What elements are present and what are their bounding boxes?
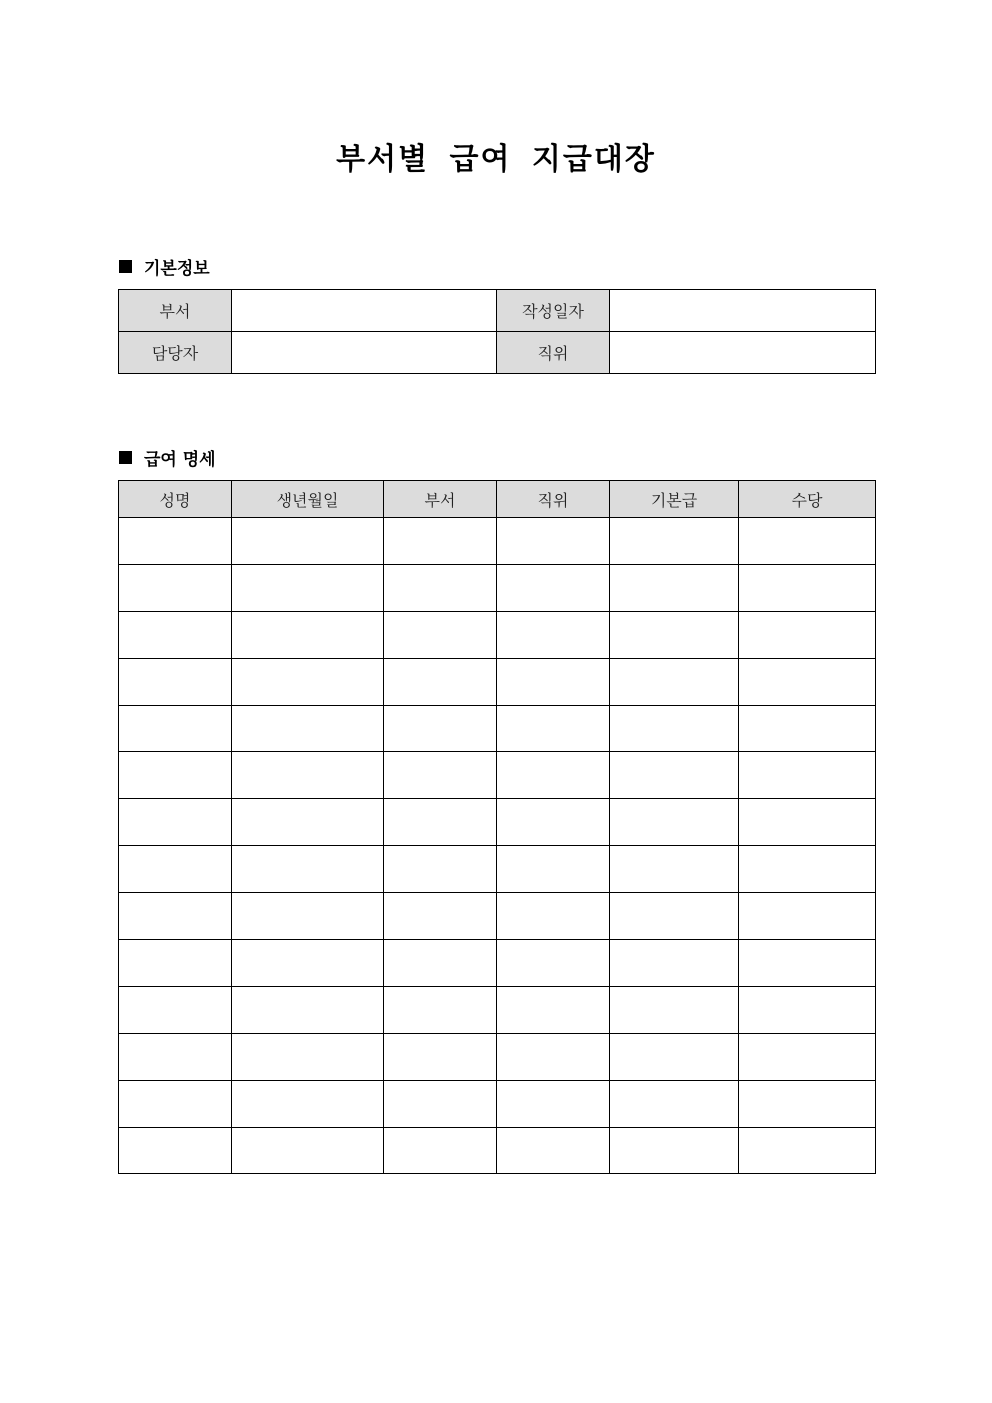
column-header-position: 직위 xyxy=(497,481,610,518)
cell-name[interactable] xyxy=(119,986,232,1033)
document-title: 부서별 급여 지급대장 xyxy=(336,142,656,177)
cell-birthdate[interactable] xyxy=(232,658,384,705)
cell-department[interactable] xyxy=(384,564,497,611)
cell-name[interactable] xyxy=(119,1127,232,1174)
info-label-position: 직위 xyxy=(497,332,610,374)
cell-allowance[interactable] xyxy=(739,1127,876,1174)
cell-position[interactable] xyxy=(497,1127,610,1174)
info-label-department: 부서 xyxy=(119,290,232,332)
cell-department[interactable] xyxy=(384,940,497,987)
column-header-allowance: 수당 xyxy=(739,481,876,518)
black-square-icon xyxy=(119,260,132,273)
info-value-manager[interactable] xyxy=(232,332,497,374)
cell-birthdate[interactable] xyxy=(232,1127,384,1174)
cell-base-pay[interactable] xyxy=(610,752,739,799)
cell-allowance[interactable] xyxy=(739,799,876,846)
cell-birthdate[interactable] xyxy=(232,518,384,565)
table-row xyxy=(119,1127,876,1174)
cell-base-pay[interactable] xyxy=(610,611,739,658)
cell-department[interactable] xyxy=(384,658,497,705)
cell-allowance[interactable] xyxy=(739,986,876,1033)
table-row xyxy=(119,752,876,799)
cell-birthdate[interactable] xyxy=(232,705,384,752)
cell-name[interactable] xyxy=(119,1080,232,1127)
info-value-position[interactable] xyxy=(610,332,876,374)
cell-position[interactable] xyxy=(497,658,610,705)
cell-name[interactable] xyxy=(119,799,232,846)
cell-birthdate[interactable] xyxy=(232,752,384,799)
cell-base-pay[interactable] xyxy=(610,564,739,611)
cell-department[interactable] xyxy=(384,752,497,799)
cell-base-pay[interactable] xyxy=(610,940,739,987)
cell-position[interactable] xyxy=(497,611,610,658)
cell-allowance[interactable] xyxy=(739,752,876,799)
cell-allowance[interactable] xyxy=(739,846,876,893)
column-header-base-pay: 기본급 xyxy=(610,481,739,518)
info-row xyxy=(119,332,876,374)
cell-department[interactable] xyxy=(384,893,497,940)
cell-base-pay[interactable] xyxy=(610,1127,739,1174)
table-row xyxy=(119,986,876,1033)
cell-position[interactable] xyxy=(497,940,610,987)
cell-position[interactable] xyxy=(497,1080,610,1127)
cell-birthdate[interactable] xyxy=(232,611,384,658)
cell-position[interactable] xyxy=(497,986,610,1033)
cell-allowance[interactable] xyxy=(739,940,876,987)
cell-allowance[interactable] xyxy=(739,893,876,940)
cell-allowance[interactable] xyxy=(739,518,876,565)
cell-birthdate[interactable] xyxy=(232,564,384,611)
cell-base-pay[interactable] xyxy=(610,658,739,705)
table-row xyxy=(119,658,876,705)
cell-name[interactable] xyxy=(119,658,232,705)
column-header-birthdate: 생년월일 xyxy=(232,481,384,518)
cell-name[interactable] xyxy=(119,611,232,658)
cell-birthdate[interactable] xyxy=(232,799,384,846)
cell-position[interactable] xyxy=(497,752,610,799)
cell-birthdate[interactable] xyxy=(232,1080,384,1127)
table-row xyxy=(119,1080,876,1127)
table-row xyxy=(119,705,876,752)
cell-birthdate[interactable] xyxy=(232,846,384,893)
cell-name[interactable] xyxy=(119,893,232,940)
info-value-date[interactable] xyxy=(610,290,876,332)
cell-base-pay[interactable] xyxy=(610,846,739,893)
table-row xyxy=(119,893,876,940)
basic-info-table xyxy=(118,289,876,374)
info-label-manager: 담당자 xyxy=(119,332,232,374)
cell-department[interactable] xyxy=(384,846,497,893)
column-header-department: 부서 xyxy=(384,481,497,518)
black-square-icon xyxy=(119,451,132,464)
cell-birthdate[interactable] xyxy=(232,940,384,987)
cell-name[interactable] xyxy=(119,705,232,752)
cell-base-pay[interactable] xyxy=(610,518,739,565)
table-row xyxy=(119,846,876,893)
table-row xyxy=(119,611,876,658)
cell-birthdate[interactable] xyxy=(232,986,384,1033)
salary-table-body xyxy=(119,518,876,1174)
cell-name[interactable] xyxy=(119,564,232,611)
cell-base-pay[interactable] xyxy=(610,799,739,846)
cell-name[interactable] xyxy=(119,518,232,565)
cell-allowance[interactable] xyxy=(739,1033,876,1080)
cell-base-pay[interactable] xyxy=(610,1033,739,1080)
cell-position[interactable] xyxy=(497,893,610,940)
info-row xyxy=(119,290,876,332)
cell-name[interactable] xyxy=(119,846,232,893)
table-row xyxy=(119,799,876,846)
cell-birthdate[interactable] xyxy=(232,1033,384,1080)
cell-department[interactable] xyxy=(384,705,497,752)
cell-department[interactable] xyxy=(384,1127,497,1174)
cell-name[interactable] xyxy=(119,940,232,987)
table-row xyxy=(119,940,876,987)
cell-name[interactable] xyxy=(119,752,232,799)
cell-position[interactable] xyxy=(497,799,610,846)
table-row xyxy=(119,518,876,565)
table-header-row xyxy=(119,481,876,518)
cell-position[interactable] xyxy=(497,705,610,752)
cell-allowance[interactable] xyxy=(739,564,876,611)
section-heading-basic-info xyxy=(119,254,210,279)
cell-department[interactable] xyxy=(384,799,497,846)
cell-position[interactable] xyxy=(497,518,610,565)
cell-base-pay[interactable] xyxy=(610,893,739,940)
cell-base-pay[interactable] xyxy=(610,705,739,752)
salary-detail-table xyxy=(118,480,876,1174)
column-header-name: 성명 xyxy=(119,481,232,518)
table-row xyxy=(119,564,876,611)
cell-department[interactable] xyxy=(384,1080,497,1127)
cell-department[interactable] xyxy=(384,611,497,658)
cell-position[interactable] xyxy=(497,1033,610,1080)
cell-birthdate[interactable] xyxy=(232,893,384,940)
section-heading-label: 기본정보 xyxy=(144,259,210,279)
info-label-date: 작성일자 xyxy=(497,290,610,332)
cell-name[interactable] xyxy=(119,1033,232,1080)
info-value-department[interactable] xyxy=(232,290,497,332)
table-row xyxy=(119,1033,876,1080)
section-heading-salary-detail xyxy=(119,445,216,470)
cell-allowance[interactable] xyxy=(739,1080,876,1127)
section-heading-label: 급여 명세 xyxy=(144,450,216,470)
cell-department[interactable] xyxy=(384,1033,497,1080)
cell-position[interactable] xyxy=(497,846,610,893)
cell-base-pay[interactable] xyxy=(610,1080,739,1127)
cell-department[interactable] xyxy=(384,518,497,565)
cell-department[interactable] xyxy=(384,986,497,1033)
cell-allowance[interactable] xyxy=(739,611,876,658)
cell-base-pay[interactable] xyxy=(610,986,739,1033)
cell-allowance[interactable] xyxy=(739,705,876,752)
cell-allowance[interactable] xyxy=(739,658,876,705)
cell-position[interactable] xyxy=(497,564,610,611)
